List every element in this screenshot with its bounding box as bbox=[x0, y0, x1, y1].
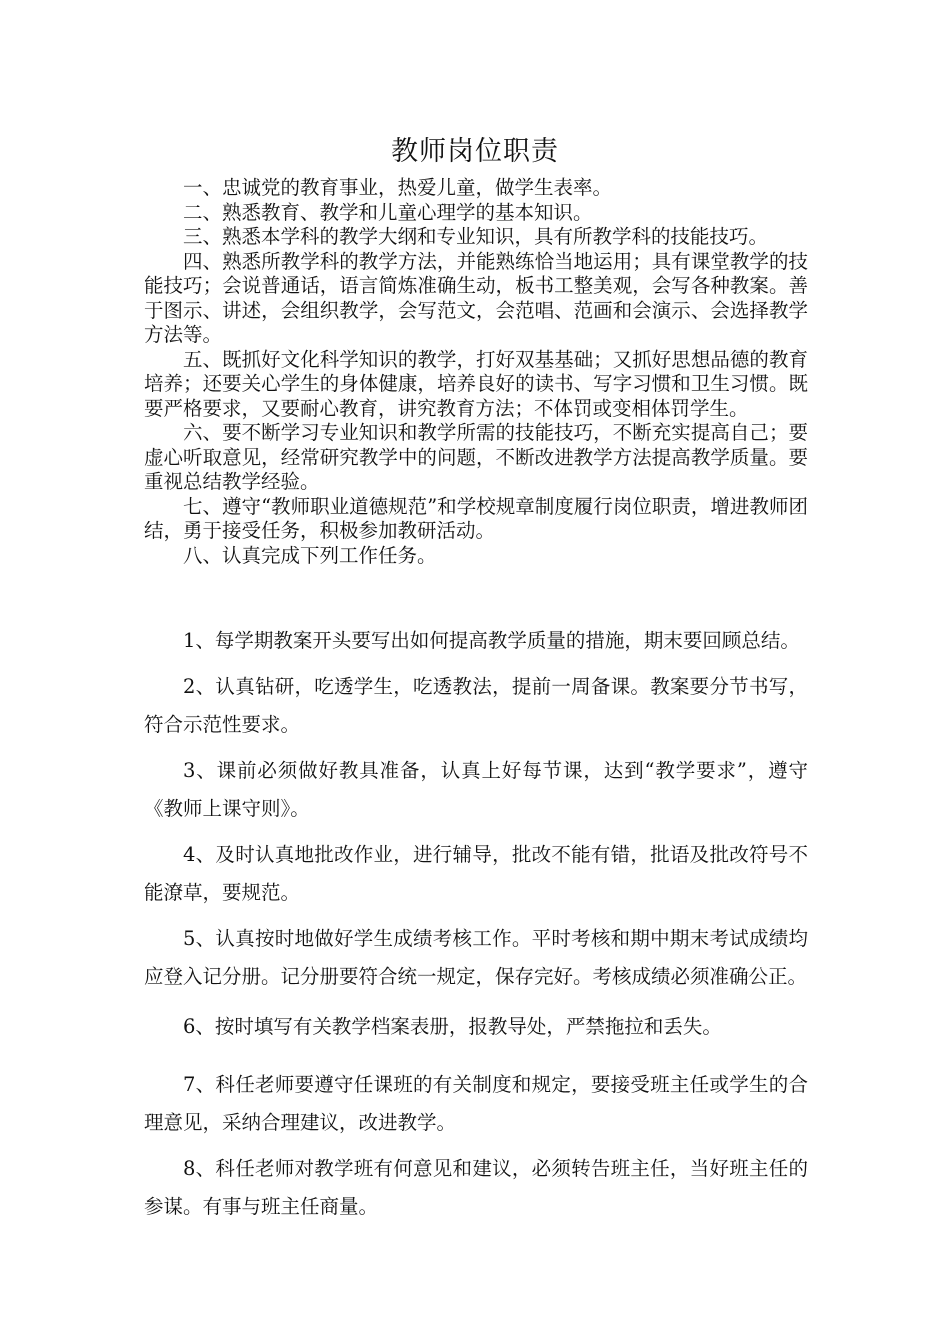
duty-item: 八、认真完成下列工作任务。 bbox=[183, 543, 437, 567]
task-item: 4、及时认真地批改作业，进行辅导，批改不能有错，批语及批改符号不能潦草，要规范。 bbox=[144, 843, 808, 904]
duty-item: 二、熟悉教育、教学和儿童心理学的基本知识。 bbox=[183, 200, 593, 224]
task-item: 2、认真钻研，吃透学生，吃透教法，提前一周备课。教案要分节书写，符合示范性要求。 bbox=[144, 675, 808, 736]
task-item: 7、科任老师要遵守任课班的有关制度和规定，要接受班主任或学生的合理意见，采纳合理建议，改进教学。 bbox=[144, 1073, 808, 1134]
task-item: 3、课前必须做好教具准备，认真上好每节课，达到“教学要求”，遵守《教师上课守则》。 bbox=[144, 759, 808, 820]
duties-list bbox=[144, 176, 808, 568]
tasks-list bbox=[144, 622, 808, 1226]
task-item: 8、科任老师对教学班有何意见和建议，必须转告班主任，当好班主任的参谋。有事与班主任商量。 bbox=[144, 1157, 808, 1218]
task-item: 1、每学期教案开头要写出如何提高教学质量的措施，期末要回顾总结。 bbox=[183, 629, 800, 652]
task-item: 6、按时填写有关教学档案表册，报教导处，严禁拖拉和丢失。 bbox=[183, 1015, 722, 1038]
duty-item: 四、熟悉所教学科的教学方法，并能熟练恰当地运用；具有课堂教学的技能技巧；会说普通话，语言简炼准确生动，板书工整美观，会写各种教案。善于图示、讲述，会组织教学，会写范文，会范唱、范画和会演示、会选择教学方法等。 bbox=[144, 249, 808, 346]
duty-item: 七、遵守“教师职业道德规范”和学校规章制度履行岗位职责，增进教师团结，勇于接受任务，积极参加教研活动。 bbox=[144, 494, 808, 542]
duty-item: 三、熟悉本学科的教学大纲和专业知识，具有所教学科的技能技巧。 bbox=[183, 225, 769, 248]
duty-item: 六、要不断学习专业知识和教学所需的技能技巧，不断充实提高自己；要虚心听取意见，经常研究教学中的问题，不断改进教学方法提高教学质量。要重视总结教学经验。 bbox=[144, 421, 808, 493]
duty-item: 一、忠诚党的教育事业，热爱儿童，做学生表率。 bbox=[183, 176, 613, 199]
document-title: 教师岗位职责 bbox=[391, 136, 559, 167]
duty-item: 五、既抓好文化科学知识的教学，打好双基基础；又抓好思想品德的教育培养；还要关心学生的身体健康，培养良好的读书、写字习惯和卫生习惯。既要严格要求，又要耐心教育，讲究教育方法；不体罚或变相体罚学生。 bbox=[144, 347, 808, 420]
task-item: 5、认真按时地做好学生成绩考核工作。平时考核和期中期末考试成绩均应登入记分册。记分册要符合统一规定，保存完好。考核成绩必须准确公正。 bbox=[144, 927, 808, 988]
